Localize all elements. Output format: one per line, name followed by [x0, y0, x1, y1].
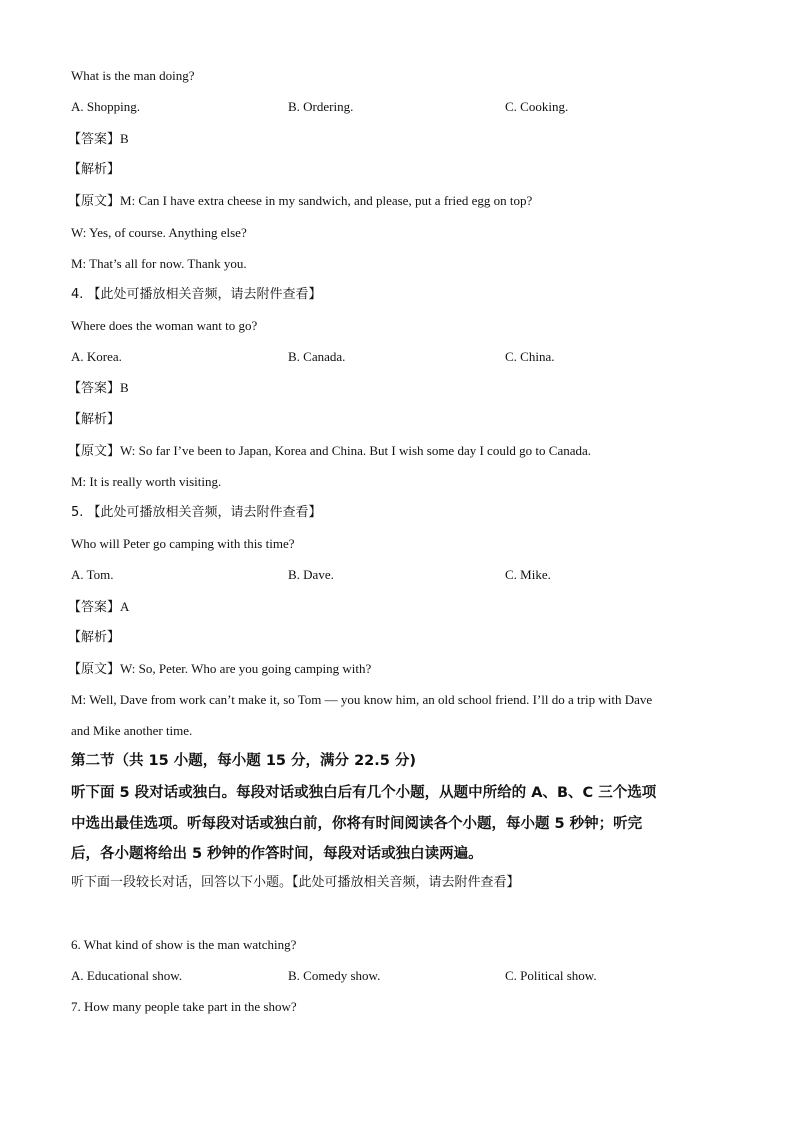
- q3-option-b: B. Ordering.: [288, 99, 354, 114]
- q6-option-b: B. Comedy show.: [288, 968, 381, 983]
- q5-transcript-line-3: and Mike another time.: [71, 723, 193, 738]
- q5-header: 5. 【此处可播放相关音频，请去附件查看】: [71, 505, 322, 520]
- transcript-text: M: Can I have extra cheese in my sandwich, and please, put a fried egg on top?: [120, 193, 533, 208]
- listening-prompt: 听下面一段较长对话，回答以下小题。【此处可播放相关音频，请去附件查看】: [71, 875, 520, 890]
- analysis-label: 【解析】: [68, 630, 121, 645]
- answer-value: B: [120, 131, 129, 146]
- q4-header: 4. 【此处可播放相关音频，请去附件查看】: [71, 287, 322, 302]
- q4-answer: [68, 380, 129, 397]
- q3-options: [71, 99, 721, 115]
- answer-value: B: [120, 380, 129, 395]
- q4-option-a: A. Korea.: [71, 349, 122, 364]
- q3-analysis-label: [68, 162, 121, 178]
- q3-option-a: A. Shopping.: [71, 99, 140, 114]
- q5-option-a: A. Tom.: [71, 567, 114, 582]
- original-label: 【原文】: [68, 662, 121, 677]
- q5-option-b: B. Dave.: [288, 567, 334, 582]
- q5-transcript-line-1: [68, 661, 372, 678]
- q6-option-a: A. Educational show.: [71, 968, 183, 983]
- q4-question: Where does the woman want to go?: [71, 318, 258, 333]
- q3-answer: [68, 131, 129, 148]
- section-instructions-line-1: 听下面 5 段对话或独白。每段对话或独白后有几个小题，从题中所给的 A、B、C 三个选项: [71, 785, 657, 801]
- answer-label: 【答案】: [68, 600, 121, 615]
- analysis-label: 【解析】: [68, 412, 121, 427]
- q6-options: [71, 968, 721, 984]
- q5-options: [71, 567, 721, 583]
- q4-transcript-line-1: [68, 443, 592, 460]
- original-label: 【原文】: [68, 194, 121, 209]
- analysis-label: 【解析】: [68, 162, 121, 177]
- transcript-text: W: So far I’ve been to Japan, Korea and China. But I wish some day I could go to Canada.: [120, 443, 592, 458]
- q5-transcript-line-2: M: Well, Dave from work can’t make it, so Tom — you know him, an old school friend. I’ll do a trip with Dave: [71, 692, 653, 707]
- q3-transcript-line-2: W: Yes, of course. Anything else?: [71, 225, 247, 240]
- q5-analysis-label: [68, 630, 121, 646]
- q4-transcript-line-2: M: It is really worth visiting.: [71, 474, 222, 489]
- q5-answer: [68, 599, 130, 616]
- q4-option-c: C. China.: [505, 349, 555, 364]
- q5-option-c: C. Mike.: [505, 567, 551, 582]
- q6-option-c: C. Political show.: [505, 968, 597, 983]
- q6-question: 6. What kind of show is the man watching?: [71, 937, 297, 952]
- q3-option-c: C. Cooking.: [505, 99, 569, 114]
- transcript-text: W: So, Peter. Who are you going camping with?: [120, 661, 372, 676]
- q7-question: 7. How many people take part in the show?: [71, 999, 297, 1014]
- q4-options: [71, 349, 721, 365]
- section-title: 第二节（共 15 小题，每小题 15 分，满分 22.5 分): [71, 753, 417, 769]
- section-instructions-line-2: 中选出最佳选项。听每段对话或独白前，你将有时间阅读各个小题，每小题 5 秒钟；听完: [71, 816, 643, 832]
- answer-label: 【答案】: [68, 132, 121, 147]
- q3-transcript-line-1: [68, 193, 533, 210]
- q4-option-b: B. Canada.: [288, 349, 346, 364]
- q3-question: What is the man doing?: [71, 68, 195, 83]
- q5-question: Who will Peter go camping with this time?: [71, 536, 295, 551]
- answer-label: 【答案】: [68, 381, 121, 396]
- answer-value: A: [120, 599, 130, 614]
- q4-analysis-label: [68, 412, 121, 428]
- original-label: 【原文】: [68, 444, 121, 459]
- section-instructions-line-3: 后，各小题将给出 5 秒钟的作答时间，每段对话或独白读两遍。: [71, 846, 483, 862]
- q3-transcript-line-3: M: That’s all for now. Thank you.: [71, 256, 247, 271]
